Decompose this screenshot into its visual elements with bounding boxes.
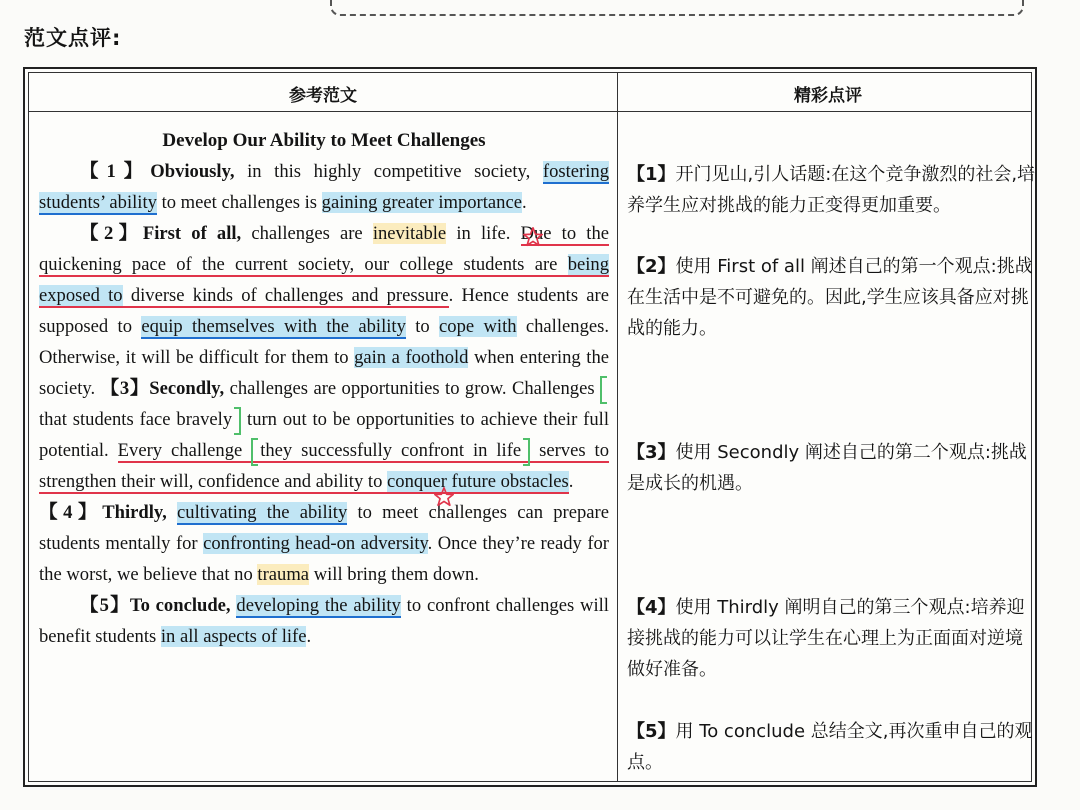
para-label: 【5】To conclude,: [79, 595, 231, 616]
comment-2: [627, 251, 1039, 344]
highlight-yellow: trauma: [257, 564, 310, 585]
header-comments: 精彩点评: [794, 86, 862, 106]
comment-text: 使用 First of all 阐述自己的第一个观点:挑战在生活中是不可避免的。因此,学生应该具备应对挑战的能力。: [627, 256, 1033, 339]
bracketed-clause: that students face bravely: [39, 409, 233, 430]
essay-column: [39, 125, 609, 652]
highlight-blue: cope with: [439, 316, 517, 337]
section-title: 范文点评:: [24, 26, 122, 50]
essay-text: to: [405, 316, 440, 337]
essay-text: challenges are: [241, 223, 373, 244]
green-bracket-open: [251, 438, 258, 466]
highlight-blue: confronting head-on adversity: [203, 533, 428, 554]
comment-4: [627, 592, 1039, 685]
essay-text: Due to the quickening pace of the current society, our college students are: [39, 223, 609, 275]
essay-text: challenges are opportunities to grow. Challenges: [224, 378, 600, 399]
essay-paragraph-2: [39, 218, 609, 497]
highlight-blue: gain a foothold: [354, 347, 469, 368]
highlight-text: equip themselves with the ability: [141, 316, 406, 337]
essay-text: . Hence students are supposed to: [39, 285, 609, 337]
dashed-note-box: [330, 0, 1024, 16]
essay-text: . Once they’re ready for the worst, we believe that no: [39, 533, 609, 585]
essay-text: will bring them down.: [309, 564, 479, 585]
table-inner-frame: [28, 72, 1036, 782]
comment-tag: 【3】: [627, 442, 676, 463]
comment-tag: 【1】: [627, 164, 676, 185]
green-bracket-open: [600, 376, 607, 404]
comment-text: 用 To conclude 总结全文,再次重申自己的观点。: [627, 721, 1033, 773]
highlight-text: developing the ability: [236, 595, 401, 616]
comment-5: [627, 716, 1039, 778]
essay-paragraph-5: [39, 590, 609, 652]
highlight-blue: in all aspects of life: [160, 626, 307, 647]
comment-tag: 【4】: [627, 597, 676, 618]
comment-3: [627, 437, 1039, 499]
highlight-blue: [177, 502, 347, 523]
bracketed-clause: they successfully confront in life: [260, 440, 522, 461]
essay-paragraph-1: [39, 156, 609, 218]
essay-text: to meet challenges is: [156, 192, 322, 213]
highlight-blue: [141, 316, 406, 337]
highlight-text: cultivating the ability: [177, 502, 348, 523]
para-label: 【2】First of all,: [79, 223, 242, 244]
header-reference-essay: 参考范文: [289, 86, 357, 106]
comment-tag: 【5】: [627, 721, 676, 742]
essay-text: .: [568, 471, 574, 492]
essay-table: [23, 67, 1037, 787]
essay-text: .: [521, 192, 527, 213]
highlight-blue: [236, 595, 400, 616]
essay-text: diverse kinds of challenges and pressure: [122, 285, 449, 306]
para-label: 【4】Thirdly,: [39, 502, 167, 523]
comment-1: [627, 159, 1039, 221]
essay-text: [167, 502, 177, 523]
essay-text: serves to strengthen their will, confidence and ability to: [39, 440, 610, 492]
essay-text: to confront challenges will benefit students: [39, 595, 609, 647]
para-label: 【1】Obviously,: [79, 161, 235, 182]
essay-text: to meet challenges can prepare students mentally for: [39, 502, 609, 554]
essay-title: Develop Our Ability to Meet Challenges: [162, 130, 486, 151]
essay-text: Every challenge: [117, 440, 252, 461]
para-label: 【3】Secondly,: [100, 378, 225, 399]
highlight-yellow: inevitable: [372, 223, 447, 244]
red-star-icon: [522, 226, 544, 248]
essay-text: in life.: [446, 223, 521, 244]
highlight-blue: being exposed to: [39, 254, 609, 306]
comment-text: 使用 Thirdly 阐明自己的第三个观点:培养迎接挑战的能力可以让学生在心理上为正面面对逆境做好准备。: [627, 597, 1025, 680]
header-divider: [29, 111, 1031, 112]
column-divider: [617, 73, 618, 781]
essay-text: .: [306, 626, 312, 647]
highlight-blue: conquer future obstacles: [387, 471, 569, 492]
highlight-text: fostering students’ ability: [39, 161, 609, 213]
essay-text: when entering the society.: [39, 347, 609, 399]
highlight-blue: gaining greater importance: [321, 192, 522, 213]
comment-text: 使用 Secondly 阐述自己的第二个观点:挑战是成长的机遇。: [627, 442, 1027, 494]
red-star-icon: [433, 486, 455, 508]
essay-paragraph-4: [39, 497, 609, 590]
red-underline: [39, 440, 609, 494]
essay-text: challenges. Otherwise, it will be difficult for them to: [39, 316, 609, 368]
essay-text: turn out to be opportunities to achieve their full potential.: [39, 409, 609, 461]
essay-text: in this highly competitive society,: [234, 161, 543, 182]
comment-tag: 【2】: [627, 256, 676, 277]
comment-text: 开门见山,引人话题:在这个竞争激烈的社会,培养学生应对挑战的能力正变得更加重要。: [627, 164, 1036, 216]
